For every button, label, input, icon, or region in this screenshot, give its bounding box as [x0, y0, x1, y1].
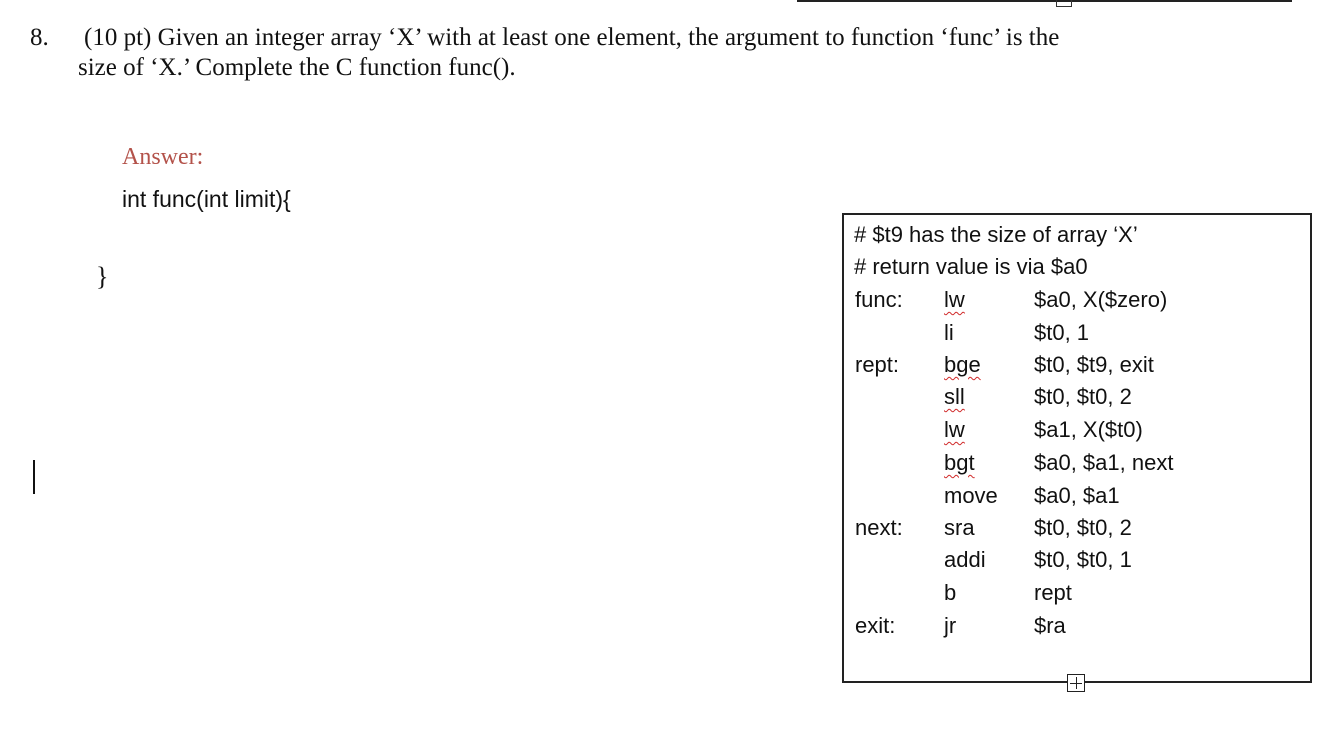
code-comment: # return value is via $a0: [854, 254, 1088, 279]
text-cursor: [33, 460, 35, 494]
code-label: exit:: [855, 613, 896, 638]
code-opcode: [944, 417, 965, 443]
code-opcode-text: bgt: [944, 450, 975, 475]
code-opcode: b: [944, 580, 957, 605]
code-opcode-text: lw: [944, 287, 965, 312]
code-opcode: addi: [944, 547, 986, 572]
code-opcode: sra: [944, 515, 975, 540]
code-args: $ra: [1034, 613, 1066, 638]
code-args: $t0, $t0, 1: [1034, 547, 1132, 572]
code-opcode: [944, 352, 981, 378]
code-label: next:: [855, 515, 903, 540]
code-opcode: li: [944, 320, 954, 345]
code-args: $a0, $a1: [1034, 483, 1120, 508]
code-args: $t0, $t0, 2: [1034, 515, 1132, 540]
code-label: func:: [855, 287, 903, 312]
question-text-line1: (10 pt) Given an integer array ‘X’ with at least one element, the argument to function ‘func’ is the: [84, 24, 1060, 51]
closing-brace: }: [96, 262, 109, 291]
table-move-handle-top[interactable]: [1056, 0, 1072, 7]
code-opcode: [944, 287, 965, 313]
code-label: rept:: [855, 352, 900, 377]
answer-label: Answer:: [122, 144, 204, 170]
page-top-rule: [797, 0, 1292, 2]
code-args: $a0, $a1, next: [1034, 450, 1174, 475]
question-number: 8.: [30, 24, 49, 51]
function-signature[interactable]: int func(int limit){: [122, 186, 291, 212]
code-opcode-text: sll: [944, 384, 965, 409]
code-args: $a1, X($t0): [1034, 417, 1143, 442]
code-opcode: [944, 450, 975, 476]
code-comment: # $t9 has the size of array ‘X’: [854, 222, 1138, 247]
code-args: rept: [1034, 580, 1072, 605]
code-args: $t0, $t0, 2: [1034, 384, 1132, 409]
code-opcode: jr: [944, 613, 957, 638]
code-opcode: [944, 384, 965, 410]
code-args: $t0, 1: [1034, 320, 1090, 345]
question-text-line2: size of ‘X.’ Complete the C function func().: [78, 54, 516, 81]
code-opcode: move: [944, 483, 998, 508]
code-args: $t0, $t9, exit: [1034, 352, 1154, 377]
assembly-code-box[interactable]: [842, 213, 1312, 683]
code-opcode-text: lw: [944, 417, 965, 442]
code-opcode-text: bge: [944, 352, 981, 377]
code-args: $a0, X($zero): [1034, 287, 1168, 312]
table-move-handle-icon[interactable]: [1067, 674, 1085, 692]
